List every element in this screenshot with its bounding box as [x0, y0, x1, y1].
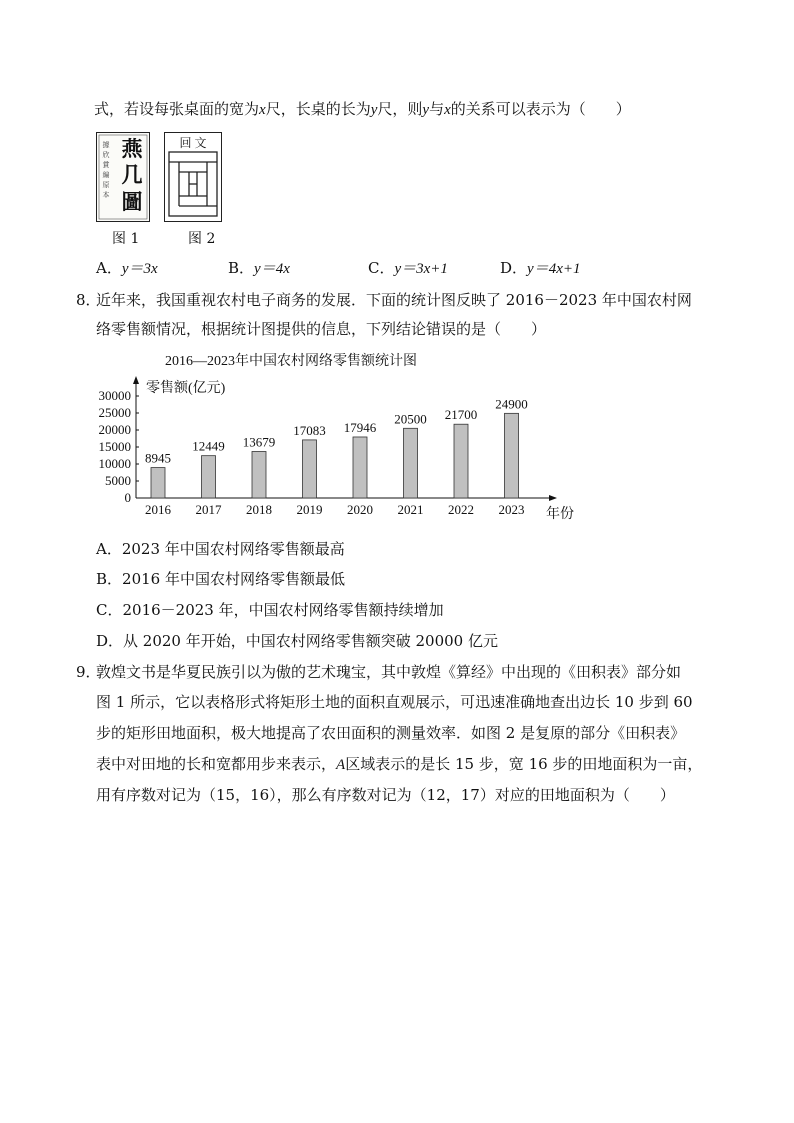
y-axis-arrow: [133, 376, 139, 384]
x-axis-arrow: [549, 495, 557, 501]
svg-text:原: 原: [102, 181, 110, 189]
chart-x-ticks: [145, 502, 525, 517]
q9-line-5: 用有序数对记为（15，16），那么有序数对记为（12，17）对应的田地面积为（ ）: [96, 786, 675, 804]
svg-text:欣: 欣: [102, 151, 110, 159]
bar: [151, 468, 165, 498]
hui-wen-table-diagram: [164, 132, 222, 222]
y-tick-label: 25000: [98, 405, 131, 420]
svg-text:賞: 賞: [102, 161, 110, 169]
retail-bar-chart: [88, 348, 588, 524]
q8-option-d[interactable]: D．从 2020 年开始，中国农村网络零售额突破 20000 亿元: [96, 632, 498, 650]
q7-figure-2: [164, 132, 222, 222]
q7-option-d[interactable]: D．y＝4x+1: [500, 259, 581, 277]
q9-line-2: 图 1 所示，它以表格形式将矩形土地的面积直观展示，可迅速准确地查出边长 10 步到 60: [96, 693, 693, 711]
y-tick-label: 5000: [105, 473, 131, 488]
svg-text:圖: 圖: [121, 190, 143, 214]
svg-text:編: 編: [102, 171, 110, 179]
bar-value-label: 8945: [145, 450, 171, 466]
q7-option-b[interactable]: B．y＝4x: [228, 259, 290, 277]
bar: [303, 440, 317, 498]
bar: [505, 413, 519, 498]
bar: [202, 456, 216, 498]
x-tick-label: 2019: [296, 502, 323, 517]
bar: [353, 437, 367, 498]
svg-text:本: 本: [102, 191, 110, 199]
bar-value-label: 13679: [242, 434, 276, 450]
bar-value-label: 17083: [293, 422, 326, 438]
chart-title: 2016—2023年中国农村网络零售额统计图: [165, 354, 417, 369]
chart-y-ticks: [99, 388, 140, 505]
chart-y-axis-label: 零售额(亿元): [146, 381, 226, 396]
x-tick-label: 2023: [498, 502, 525, 517]
svg-text:燕: 燕: [121, 137, 143, 161]
bar-chart-svg: [88, 348, 588, 524]
bar-value-label: 17946: [343, 419, 377, 435]
y-tick-label: 15000: [98, 439, 131, 454]
svg-text:几: 几: [121, 163, 143, 187]
bar-value-label: 24900: [495, 396, 528, 412]
x-tick-label: 2020: [347, 502, 373, 517]
x-tick-label: 2021: [397, 502, 424, 517]
x-tick-label: 2018: [246, 502, 272, 517]
chart-value-labels: [145, 396, 528, 465]
y-tick-label: 10000: [98, 456, 131, 471]
bar: [252, 451, 266, 498]
q8-stem-line-2: 络零售额情况，根据统计图提供的信息，下列结论错误的是（ ）: [96, 320, 547, 338]
svg-text:據: 據: [102, 141, 110, 149]
q7-stem: 式，若设每张桌面的宽为x尺，长桌的长为y尺，则y与x的关系可以表示为（ ）: [94, 100, 631, 118]
x-tick-label: 2022: [448, 502, 474, 517]
q7-option-c[interactable]: C．y＝3x+1: [368, 259, 448, 277]
book-cover-image: [96, 132, 150, 222]
q9-line-1: 敦煌文书是华夏民族引以为傲的艺术瑰宝，其中敦煌《算经》中出现的《田积表》部分如: [96, 663, 682, 681]
q9-number: 9．: [76, 663, 101, 681]
q9-line-4: 表中对田地的长和宽都用步来表示，A区域表示的是长 15 步，宽 16 步的田地面积为一亩，: [96, 755, 703, 773]
q7-figure-2-caption: 图 2: [188, 231, 216, 247]
chart-bars: [151, 413, 519, 498]
q8-stem-line-1: 近年来，我国重视农村电子商务的发展．下面的统计图反映了 2016－2023 年中国农村网: [96, 291, 692, 309]
bar-value-label: 12449: [192, 438, 225, 454]
bar: [404, 428, 418, 498]
q8-number: 8．: [76, 291, 101, 309]
q7-figure-1: [96, 132, 150, 222]
q8-option-c[interactable]: C．2016－2023 年，中国农村网络零售额持续增加: [96, 601, 444, 619]
bar-value-label: 21700: [444, 407, 478, 423]
bar: [454, 424, 468, 498]
chart-x-axis-label: 年份: [546, 507, 574, 522]
q7-figure-1-caption: 图 1: [112, 231, 140, 247]
svg-text:回 文: 回 文: [179, 136, 207, 150]
y-tick-label: 0: [124, 490, 131, 505]
bar-value-label: 20500: [394, 411, 427, 427]
x-tick-label: 2016: [145, 502, 171, 517]
y-tick-label: 30000: [98, 388, 131, 403]
q8-option-a[interactable]: A．2023 年中国农村网络零售额最高: [96, 540, 345, 558]
x-tick-label: 2017: [195, 502, 222, 517]
y-tick-label: 20000: [98, 422, 131, 437]
q8-option-b[interactable]: B．2016 年中国农村网络零售额最低: [96, 570, 345, 588]
q9-line-3: 步的矩形田地面积，极大地提高了农田面积的测量效率．如图 2 是复原的部分《田积表》: [96, 724, 686, 742]
q7-option-a[interactable]: A．y＝3x: [96, 259, 158, 277]
